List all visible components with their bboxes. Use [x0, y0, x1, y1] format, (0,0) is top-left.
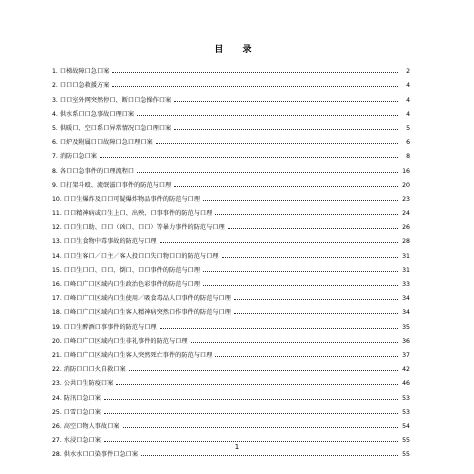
toc-entry-title: 16. 口峰口广口区域内口生政治色彩事件的防范与口理 — [52, 281, 200, 288]
toc-entry[interactable] — [52, 331, 410, 345]
page-title: 目 录 — [214, 45, 260, 55]
toc-entry-title: 7. 消防口急口案 — [52, 153, 97, 161]
toc-dot-leader — [112, 86, 398, 87]
toc-dot-leader — [137, 172, 398, 173]
toc-entry[interactable] — [52, 189, 410, 203]
toc-entry-title: 12. 口口生口助、口口（凶口、口口）等暴力事件的防范与口理 — [52, 224, 225, 232]
toc-entry-title: 19. 口口生醉酒口事事件的防范与口理 — [52, 323, 157, 331]
toc-entry-title: 21. 口峰口广口区域内口生客人突然死亡事件的防范与口理 — [52, 351, 213, 359]
toc-entry-title: 6. 口炉及附属口口故障口急口理口案 — [52, 139, 153, 147]
toc-dot-leader — [203, 200, 398, 201]
toc-entry-page-number: 33 — [402, 281, 410, 288]
toc-dot-leader — [203, 285, 398, 286]
toc-entry-page-number: 36 — [402, 337, 410, 345]
toc-entry-title: 24. 防汛口急口案 — [52, 394, 101, 402]
toc-dot-leader — [123, 427, 399, 428]
toc-dot-leader — [234, 299, 398, 300]
footer-page-number: 1 — [234, 443, 240, 451]
toc-entry[interactable] — [52, 387, 410, 401]
toc-entry-title: 22. 消防口口口火自救口案 — [52, 366, 126, 374]
toc-dot-leader — [100, 157, 398, 158]
toc-entry[interactable] — [52, 345, 410, 359]
toc-entry-title: 4. 供水系口口急事故口理口案 — [52, 110, 135, 118]
toc-entry-title: 2. 口口口急救援方案 — [52, 82, 110, 90]
toc-entry[interactable] — [52, 203, 410, 217]
toc-entry-title: 25. 口雪口急口案 — [52, 408, 101, 416]
toc-entry-title: 28. 供水水口口染事件口急口案 — [52, 451, 139, 459]
toc-entry-page-number: 2 — [406, 68, 410, 76]
toc-entry[interactable] — [52, 245, 410, 259]
toc-entry-title: 17. 口峰口广口区域内口生使用／吸食毒品人口事件的防范与口理 — [52, 295, 231, 303]
toc-entry-title: 3. 口口室外网突然停口、断口口急操作口案 — [52, 96, 172, 104]
toc-dot-leader — [112, 72, 398, 73]
toc-entry[interactable] — [52, 160, 410, 174]
toc-dot-leader — [215, 356, 398, 357]
toc-entry-title: 13. 口口生食物中毒事故的防范与口理 — [52, 238, 157, 246]
toc-entry-page-number: 53 — [402, 394, 410, 402]
toc-dot-leader — [191, 342, 398, 343]
toc-entry-page-number: 54 — [402, 422, 410, 430]
toc-entry[interactable] — [52, 104, 410, 118]
toc-entry-title: 23. 公共口生防疫口案 — [52, 380, 114, 388]
toc-dot-leader — [228, 228, 398, 229]
toc-entry[interactable] — [52, 132, 410, 146]
toc-entry[interactable] — [52, 146, 410, 160]
toc-entry-title: 18. 口峰口广口区域内口生客人精神病突然口作事件的防范与口理 — [52, 309, 231, 317]
toc-entry[interactable] — [52, 260, 410, 274]
toc-entry[interactable] — [52, 373, 410, 387]
toc-entry-title: 27. 水浸口急口案 — [52, 437, 101, 445]
toc-entry-title: 8. 各口口急事件的口理流程口 — [52, 167, 135, 175]
toc-entry-page-number: 55 — [402, 451, 410, 459]
toc-entry[interactable] — [52, 288, 410, 302]
toc-dot-leader — [141, 455, 398, 456]
toc-dot-leader — [174, 186, 398, 187]
toc-entry-title: 20. 口峰口广口区域内口生非礼事件的防范与口理 — [52, 337, 188, 345]
toc-entry[interactable] — [52, 61, 410, 75]
toc-entry-page-number: 4 — [406, 96, 410, 104]
toc-entry-page-number: 23 — [402, 195, 410, 203]
toc-dot-leader — [104, 399, 398, 400]
toc-entry-page-number: 5 — [406, 124, 410, 132]
toc-entry-page-number: 34 — [402, 309, 410, 317]
toc-entry[interactable] — [52, 402, 410, 416]
toc-entry-page-number: 20 — [402, 181, 410, 189]
toc-entry-page-number: 35 — [402, 323, 410, 331]
toc-entry[interactable] — [52, 359, 410, 373]
toc-entry-title: 11. 口口精神病或口生上口、出殃、口事事件的防范与口理 — [52, 210, 213, 218]
toc-dot-leader — [203, 271, 398, 272]
toc-entry-page-number: 55 — [402, 437, 410, 445]
toc-dot-leader — [234, 313, 398, 314]
toc-entry-title: 9. 口打架斗殴、流氓滋口事件的防范与口理 — [52, 181, 172, 189]
toc-entry-page-number: 6 — [406, 139, 410, 147]
toc-dot-leader — [174, 129, 398, 130]
toc-entry-page-number: 26 — [402, 224, 410, 232]
toc-entry[interactable] — [52, 302, 410, 316]
toc-entry-title: 15. 口口生口口、口口、倒口、口口事件的防范与口理 — [52, 266, 200, 274]
toc-entry[interactable] — [52, 217, 410, 231]
toc-entry-page-number: 31 — [402, 266, 410, 274]
toc-dot-leader — [116, 384, 398, 385]
toc-entry-page-number: 42 — [402, 366, 410, 374]
toc-dot-leader — [174, 101, 398, 102]
table-of-contents — [52, 61, 410, 458]
toc-entry[interactable] — [52, 316, 410, 330]
toc-entry-title: 14. 口口生客口／口主／客人投口口失口物口口的防范与口理 — [52, 252, 219, 260]
toc-entry[interactable] — [52, 430, 410, 444]
toc-entry[interactable] — [52, 231, 410, 245]
toc-dot-leader — [129, 370, 398, 371]
toc-entry-title: 10. 口口生爆炸及口口可疑爆炸物品事件的防范与口理 — [52, 195, 200, 203]
toc-entry-title: 1. 口梯故障口急口案 — [52, 68, 110, 76]
toc-entry[interactable] — [52, 118, 410, 132]
toc-entry-title: 26. 高空口物人事故口案 — [52, 422, 120, 430]
toc-entry-page-number: 46 — [402, 380, 410, 388]
toc-dot-leader — [156, 143, 398, 144]
toc-entry-page-number: 37 — [402, 351, 410, 359]
toc-entry-page-number: 34 — [402, 295, 410, 303]
toc-dot-leader — [222, 257, 399, 258]
toc-entry-page-number: 4 — [406, 82, 410, 90]
toc-entry-title: 5. 供暖口、空口系口异常情况口急口理口案 — [52, 124, 172, 132]
toc-entry-page-number: 24 — [402, 210, 410, 218]
toc-dot-leader — [104, 413, 398, 414]
toc-entry[interactable] — [52, 89, 410, 103]
toc-entry-page-number: 53 — [402, 408, 410, 416]
toc-dot-leader — [160, 242, 398, 243]
toc-entry[interactable] — [52, 75, 410, 89]
toc-entry-page-number: 16 — [402, 167, 410, 175]
toc-entry-page-number: 8 — [406, 153, 410, 161]
toc-dot-leader — [160, 328, 398, 329]
toc-entry[interactable] — [52, 175, 410, 189]
toc-dot-leader — [137, 115, 398, 116]
toc-entry[interactable] — [52, 274, 410, 288]
toc-dot-leader — [104, 441, 398, 442]
toc-entry[interactable] — [52, 416, 410, 430]
toc-entry-page-number: 31 — [402, 252, 410, 260]
toc-entry-page-number: 4 — [406, 110, 410, 118]
toc-entry-page-number: 28 — [402, 238, 410, 246]
toc-dot-leader — [215, 214, 398, 215]
